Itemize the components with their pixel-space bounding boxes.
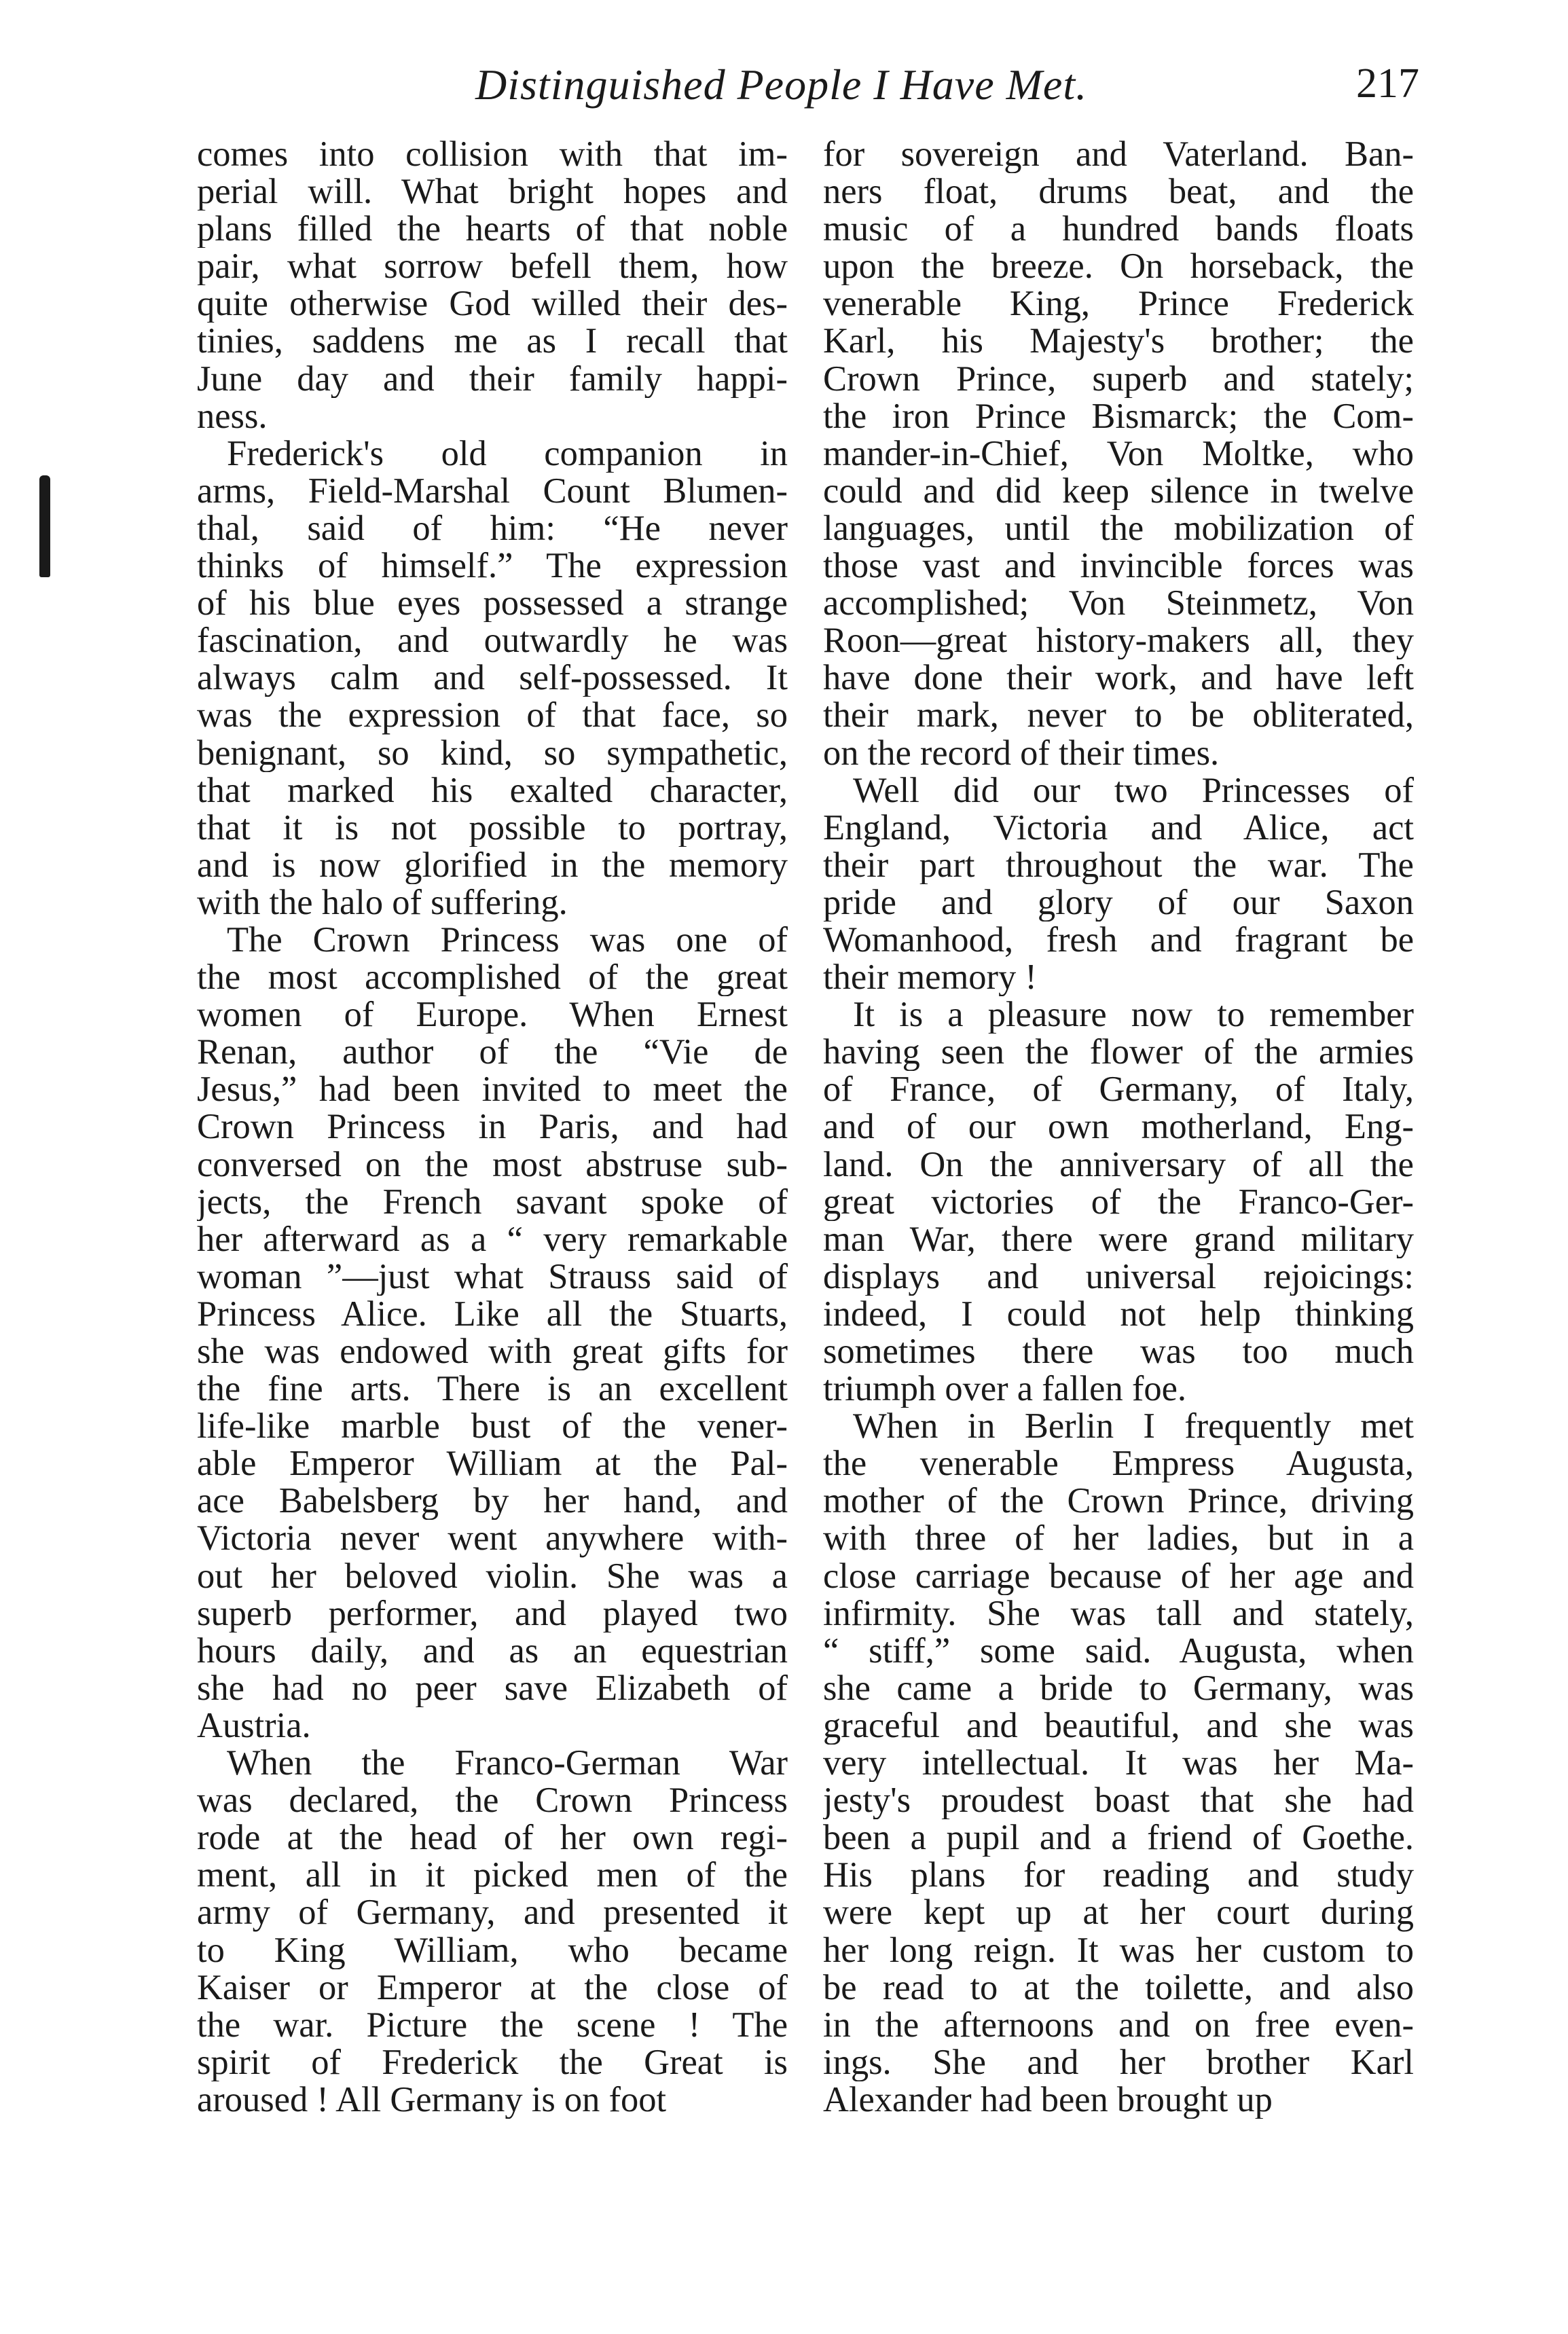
text-line: their part throughout the war. The [823,846,1414,884]
text-line: for sovereign and Vaterland. Ban- [823,136,1414,174]
text-line: The Crown Princess was one of [227,921,788,960]
text-line: having seen the flower of the armies [823,1034,1414,1072]
text-line: benignant, so kind, so sympathetic, [197,734,788,772]
text-line: out her beloved violin. She was a [197,1557,788,1595]
text-line: thinks of himself.” The expression [197,547,788,585]
text-line: were kept up at her court during [823,1894,1414,1932]
left-text-column [197,136,788,2119]
text-line: great victories of the Franco-Ger- [823,1183,1414,1221]
text-line: the war. Picture the scene ! The [197,2006,788,2044]
text-line: venerable King, Prince Frederick [823,285,1414,323]
text-line: It is a pleasure now to remember [853,996,1414,1034]
text-line: jesty's proudest boast that she had [823,1782,1414,1820]
text-line: women of Europe. When Ernest [197,996,788,1034]
text-line: quite otherwise God willed their des- [197,285,788,323]
text-line: mother of the Crown Prince, driving [823,1482,1414,1520]
text-line: pride and glory of our Saxon [823,883,1414,922]
text-line: their mark, never to be obliterated, [823,697,1414,735]
text-line: with the halo of suffering. [197,883,568,922]
text-line: triumph over a fallen foe. [823,1370,1186,1408]
text-line: comes into collision with that im- [197,136,788,174]
text-line: arms, Field-Marshal Count Blumen- [197,472,788,510]
text-line: the most accomplished of the great [197,959,788,997]
text-line: Crown Princess in Paris, and had [197,1108,788,1146]
text-line: languages, until the mobilization of [823,509,1414,548]
text-line: When the Franco-German War [227,1745,788,1783]
text-line: superb performer, and played two [197,1594,788,1633]
text-line: Austria. [197,1707,311,1745]
text-line: Kaiser or Emperor at the close of [197,1969,788,2007]
text-line: ness. [197,397,268,435]
text-line: with three of her ladies, but in a [823,1520,1414,1558]
text-line: “ stiff,” some said. Augusta, when [823,1632,1414,1670]
text-line: plans filled the hearts of that noble [197,211,788,249]
text-line: Frederick's old companion in [227,435,788,473]
text-line: aroused ! All Germany is on foot [197,2081,667,2119]
text-line: woman ”—just what Strauss said of [197,1258,788,1296]
text-line: been a pupil and a friend of Goethe. [823,1819,1414,1857]
text-line: Jesus,” had been invited to meet the [197,1071,788,1109]
text-line: be read to at the toilette, and also [823,1969,1414,2007]
text-line: of France, of Germany, of Italy, [823,1071,1414,1109]
text-line: Alexander had been brought up [823,2081,1273,2119]
text-line: land. On the anniversary of all the [823,1146,1414,1184]
text-line: conversed on the most abstruse sub- [197,1146,788,1184]
text-line: infirmity. She was tall and stately, [823,1594,1414,1633]
text-line: the iron Prince Bismarck; the Com- [823,397,1414,435]
text-line: tinies, saddens me as I recall that [197,323,788,361]
text-line: displays and universal rejoicings: [823,1258,1414,1296]
text-line: close carriage because of her age and [823,1557,1414,1595]
text-line: music of a hundred bands floats [823,211,1414,249]
text-line: that marked his exalted character, [197,771,788,809]
text-line: very intellectual. It was her Ma- [823,1745,1414,1783]
text-line: fascination, and outwardly he was [197,622,788,660]
right-text-column [823,136,1414,2119]
text-line: in the afternoons and on free even- [823,2006,1414,2044]
text-line: and of our own motherland, Eng- [823,1108,1414,1146]
text-line: always calm and self-possessed. It [197,659,788,697]
text-line: ners float, drums beat, and the [823,173,1414,211]
text-line: sometimes there was too much [823,1333,1414,1371]
text-line: to King William, who became [197,1931,788,1969]
text-line: jects, the French savant spoke of [197,1183,788,1221]
running-head: Distinguished People I Have Met. [475,60,1088,109]
text-line: Womanhood, fresh and fragrant be [823,921,1414,960]
text-line: of his blue eyes possessed a strange [197,585,788,623]
text-line: graceful and beautiful, and she was [823,1707,1414,1745]
text-line: Well did our two Princesses of [853,771,1414,809]
text-line: Karl, his Majesty's brother; the [823,323,1414,361]
text-line: her long reign. It was her custom to [823,1931,1414,1969]
text-line: those vast and invincible forces was [823,547,1414,585]
text-line: could and did keep silence in twelve [823,472,1414,510]
text-line: Princess Alice. Like all the Stuarts, [197,1295,788,1333]
text-line: able Emperor William at the Pal- [197,1445,788,1483]
text-line: she had no peer save Elizabeth of [197,1669,788,1707]
text-line: accomplished; Von Steinmetz, Von [823,585,1414,623]
text-line: indeed, I could not help thinking [823,1295,1414,1333]
text-line: upon the breeze. On horseback, the [823,248,1414,286]
text-line: she came a bride to Germany, was [823,1669,1414,1707]
text-line: the fine arts. There is an excellent [197,1370,788,1408]
text-line: that it is not possible to portray, [197,809,788,847]
text-line: ment, all in it picked men of the [197,1857,788,1895]
text-line: His plans for reading and study [823,1857,1414,1895]
text-line: When in Berlin I frequently met [853,1408,1414,1446]
text-line: Roon—great history-makers all, they [823,622,1414,660]
text-line: ace Babelsberg by her hand, and [197,1482,788,1520]
text-line: Crown Prince, superb and stately; [823,360,1414,398]
text-line: was the expression of that face, so [197,697,788,735]
text-line: perial will. What bright hopes and [197,173,788,211]
text-line: army of Germany, and presented it [197,1894,788,1932]
text-line: was declared, the Crown Princess [197,1782,788,1820]
page-header [197,60,1419,121]
text-line: the venerable Empress Augusta, [823,1445,1414,1483]
text-line: thal, said of him: “He never [197,509,788,548]
text-line: on the record of their times. [823,734,1220,772]
margin-ink-mark [39,475,50,577]
text-line: mander-in-Chief, Von Moltke, who [823,435,1414,473]
text-line: and is now glorified in the memory [197,846,788,884]
text-line: man War, there were grand military [823,1220,1414,1258]
text-line: hours daily, and as an equestrian [197,1632,788,1670]
text-line: spirit of Frederick the Great is [197,2043,788,2081]
page-number: 217 [1356,60,1419,107]
text-line: she was endowed with great gifts for [197,1333,788,1371]
text-line: pair, what sorrow befell them, how [197,248,788,286]
text-line: their memory ! [823,959,1037,997]
text-line: have done their work, and have left [823,659,1414,697]
text-line: rode at the head of her own regi- [197,1819,788,1857]
text-line: her afterward as a “ very remarkable [197,1220,788,1258]
text-line: June day and their family happi- [197,360,788,398]
text-line: ings. She and her brother Karl [823,2043,1414,2081]
text-line: life-like marble bust of the vener- [197,1408,788,1446]
text-line: Renan, author of the “Vie de [197,1034,788,1072]
text-line: Victoria never went anywhere with- [197,1520,788,1558]
text-line: England, Victoria and Alice, act [823,809,1414,847]
